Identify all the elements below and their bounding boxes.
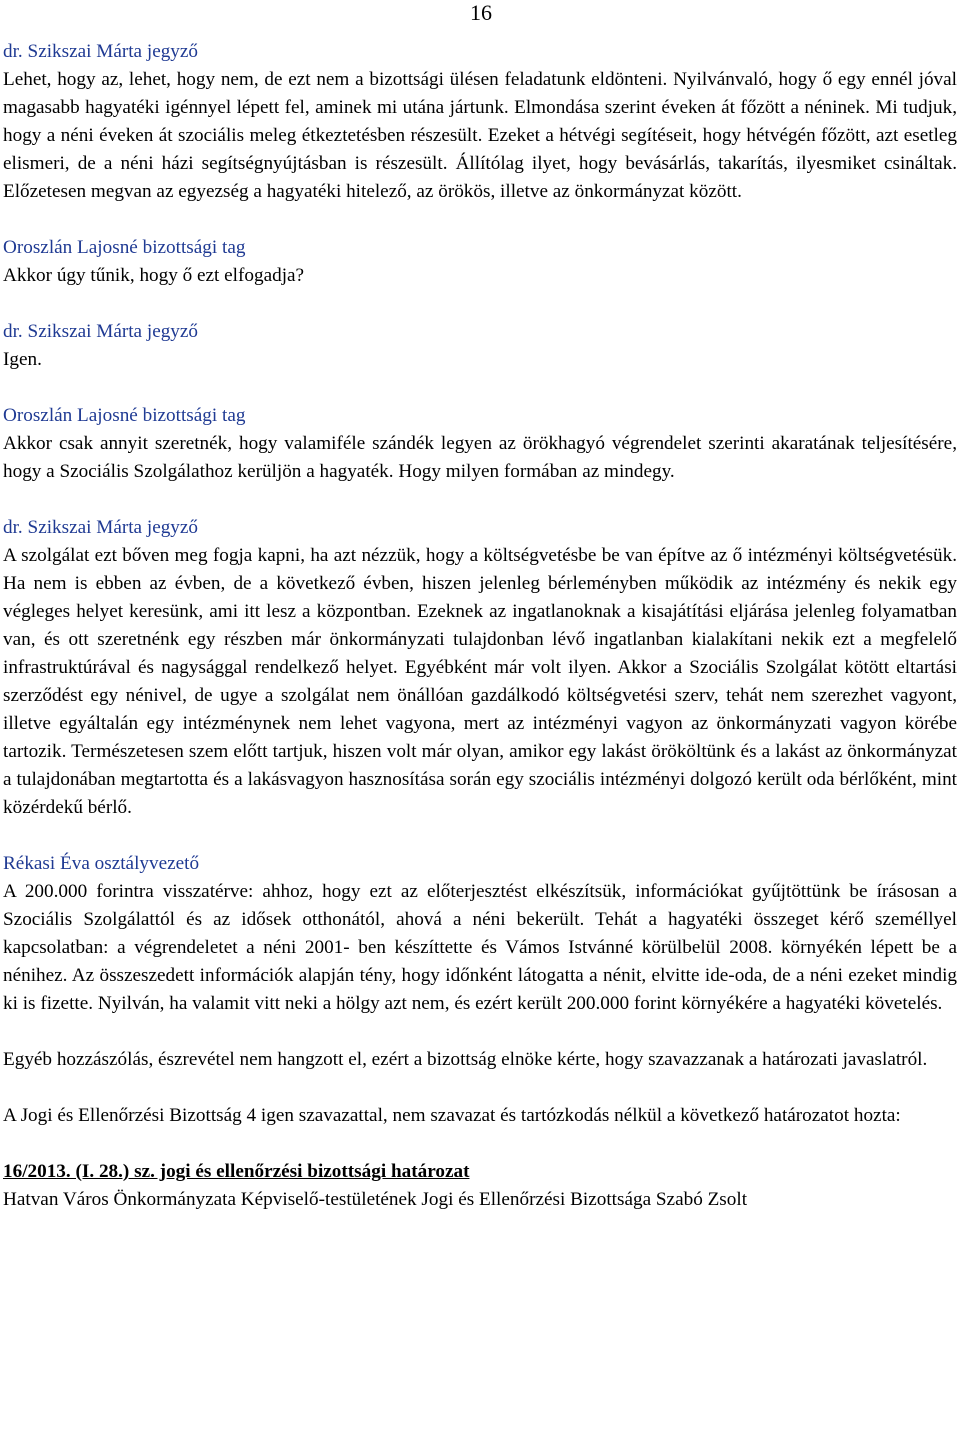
speaker-name: dr. Szikszai Márta jegyző: [3, 321, 199, 342]
speaker-name: dr. Szikszai Márta jegyző: [3, 517, 199, 538]
paragraph-spacer: [3, 486, 957, 514]
paragraph-spacer: [3, 1018, 957, 1046]
speaker-block: [3, 514, 957, 822]
speaker-block: [3, 38, 957, 206]
speech-text: Lehet, hogy az, lehet, hogy nem, de ezt nem a bizottsági ülésen feladatunk eldönteni. Nyilvánvaló, hogy ő egy ennél jóval magasabb hagyatéki igénnyel lépett fel, aminek mi utána jártunk. Elmondása szerint éveken át főzött a néninek. Mi tudjuk, hogy a néni éveken át szociális meleg étkeztetésben részesült. Ezeket a hétvégi segítéseit, hogy hétvégén főzött, azt esetleg elismeri, de a néni házi segítségnyújtásban is részesült. Állítólag ilyet, hogy bevásárlás, takarítás, ilyesmiket csináltak. Előzetesen megvan az egyezség a hagyatéki hitelező, az örökös, illetve az önkormányzat között.: [3, 69, 957, 202]
resolution-block: [3, 1158, 957, 1214]
resolution-title: 16/2013. (I. 28.) sz. jogi és ellenőrzési bizottsági határozat: [3, 1161, 470, 1182]
paragraph-spacer: [3, 822, 957, 850]
speech-text: A szolgálat ezt bőven meg fogja kapni, ha azt nézzük, hogy a költségvetésbe be van építve az ő intézményi költségvetésük. Ha nem is ebben az évben, de a következő évben, hiszen jelenleg bérleményben működik az intézmény és nekik egy végleges helyet keresünk, ami itt lesz a központban. Ezeknek az ingatlanoknak a kisajátítási eljárása jelenleg folyamatban van, és ott szeretnénk egy részben már önkormányzati tulajdonban lévő ingatlanban kialakítani nekik ezt a megfelelő infrastruktúrával és nagysággal rendelkező helyet. Egyébként már volt ilyen. Akkor a Szociális Szolgálat kötött eltartási szerződést egy nénivel, de ugye a szolgálat nem önállóan gazdálkodó költségvetési szerv, tehát nem szerezhet vagyont, illetve egyáltalán egy intézménynek nem lehet vagyona, mert az intézményi vagyon az önkormányzati vagyon körébe tartozik. Természetesen szem előtt tartjuk, hiszen volt már olyan, amikor egy lakást örököltünk és a lakást az önkormányzat a tulajdonában megtartotta és a lakásvagyon hasznosítása során egy szociális intézményi dolgozó került oda bérlőként, mint közérdekű bérlő.: [3, 545, 957, 818]
closing-paragraph: Egyéb hozzászólás, észrevétel nem hangzott el, ezért a bizottság elnöke kérte, hogy szavazzanak a határozati javaslatról.: [3, 1049, 928, 1070]
speaker-block: [3, 234, 957, 290]
speaker-name: Oroszlán Lajosné bizottsági tag: [3, 237, 246, 258]
paragraph-spacer: [3, 206, 957, 234]
speaker-block: [3, 850, 957, 1018]
speech-text: Akkor úgy tűnik, hogy ő ezt elfogadja?: [3, 265, 305, 286]
speaker-name: dr. Szikszai Márta jegyző: [3, 41, 199, 62]
speech-text: Igen.: [3, 349, 42, 370]
speech-text: A 200.000 forintra visszatérve: ahhoz, hogy ezt az előterjesztést elkészítsük, információkat gyűjtöttünk be írásosan a Szociális Szolgálattól és az idősek otthonától, ahová a néni bekerült. Tehát a hagyatéki összeget kérő személlyel kapcsolatban: a végrendeletet a néni 2001- ben készíttette és Vámos Istvánné körülbelül 2008. környékén lépett be a nénihez. Az összeszedett információk alapján tény, hogy időnként látogatta a nénit, elvitte ide-oda, de a néni ezeket mindig ki is fizette. Nyilván, ha valamit vitt neki a hölgy azt nem, és ezért került 200.000 forint környékére a hagyatéki követelés.: [3, 881, 957, 1014]
speaker-block: [3, 318, 957, 374]
paragraph-spacer: [3, 1074, 957, 1102]
speaker-name: Oroszlán Lajosné bizottsági tag: [3, 405, 246, 426]
page-number: 16: [470, 0, 492, 25]
document-body: [3, 38, 957, 1214]
speaker-block: [3, 402, 957, 486]
closing-paragraph: A Jogi és Ellenőrzési Bizottság 4 igen szavazattal, nem szavazat és tartózkodás nélkül a következő határozatot hozta:: [3, 1105, 901, 1126]
paragraph-spacer: [3, 1130, 957, 1158]
speech-text: Akkor csak annyit szeretnék, hogy valamiféle szándék legyen az örökhagyó végrendelet szerinti akaratának teljesítésére, hogy a Szociális Szolgálathoz kerüljön a hagyaték. Hogy milyen formában az mindegy.: [3, 433, 957, 482]
speaker-name: Rékasi Éva osztályvezető: [3, 853, 200, 874]
resolution-text: Hatvan Város Önkormányzata Képviselő-testületének Jogi és Ellenőrzési Bizottsága Szabó Zsolt: [3, 1189, 748, 1210]
paragraph-spacer: [3, 374, 957, 402]
paragraph-spacer: [3, 290, 957, 318]
